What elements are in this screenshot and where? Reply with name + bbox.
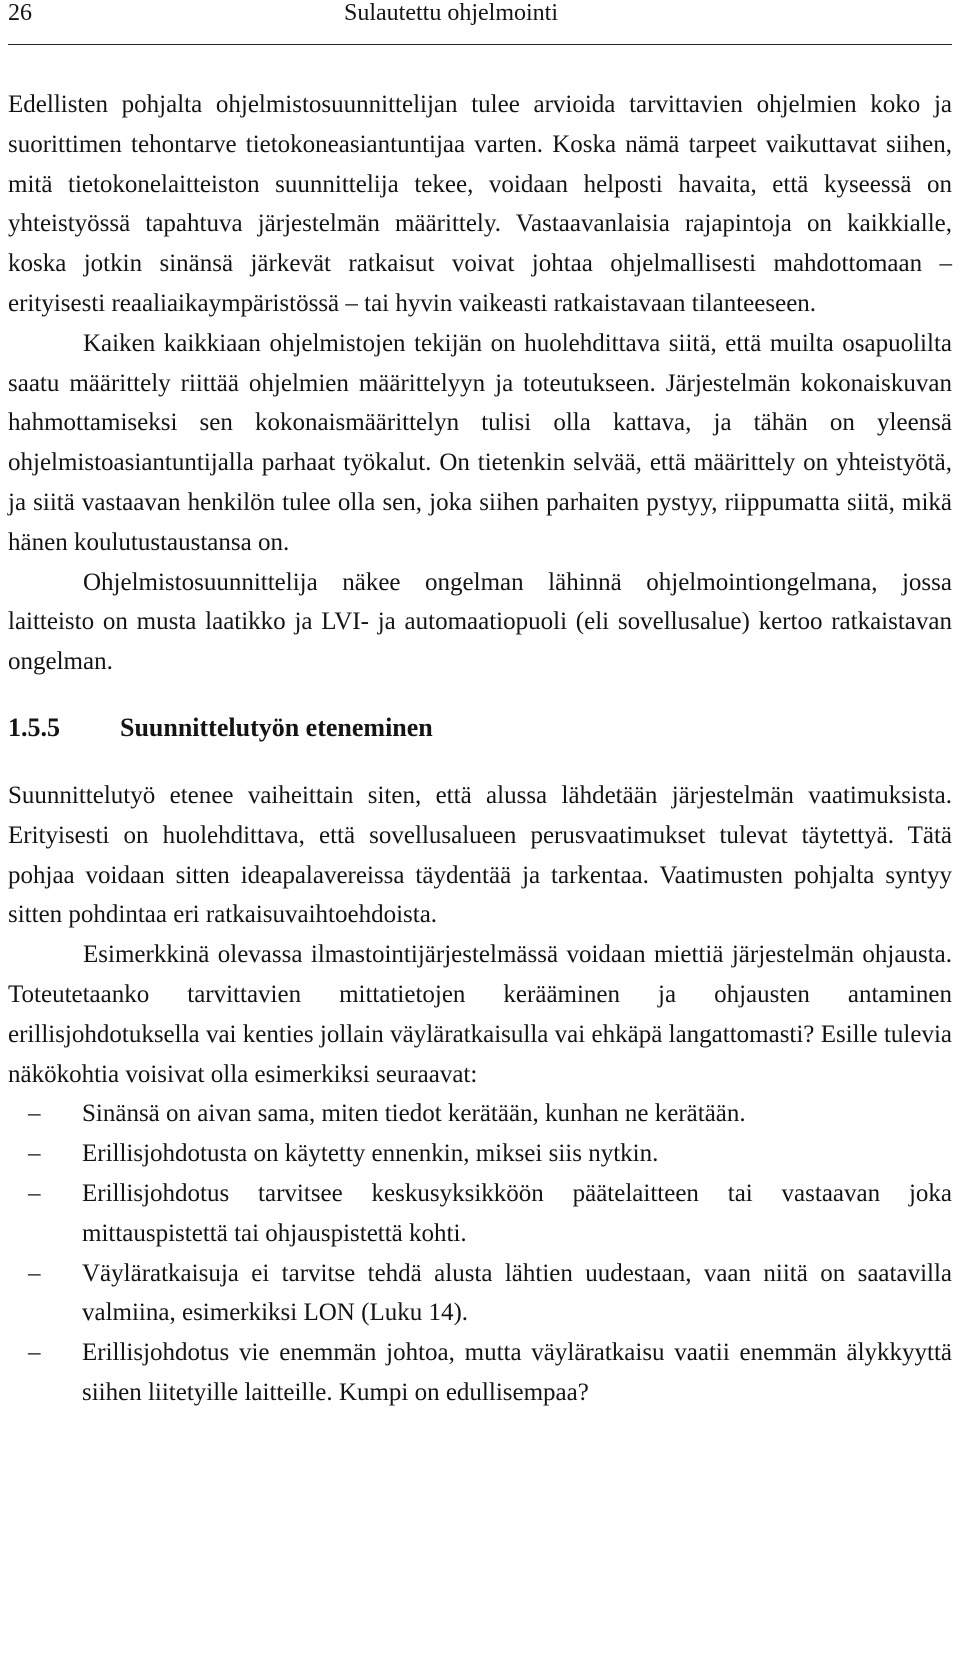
section-heading: [8, 708, 952, 748]
list-item-text: Väyläratkaisuja ei tarvitse tehdä alusta lähtien uudestaan, vaan niitä on saatavilla valmiina, esimerkiksi LON (Luku 14).: [82, 1259, 952, 1327]
list-item-text: Erillisjohdotus tarvitsee keskusyksikköön päätelaitteen tai vastaavan joka mittauspistettä tai ohjauspistettä kohti.: [82, 1179, 952, 1247]
list-item: [8, 1254, 952, 1334]
paragraph: Ohjelmistosuunnittelija näkee ongelman lähinnä ohjelmointiongelmana, jossa laitteisto on musta laatikko ja LVI- ja automaatiopuoli (eli sovellusalue) kertoo ratkaistavan ongelman.: [8, 568, 952, 676]
bullet-dash: –: [28, 1179, 41, 1207]
list-item: [8, 1094, 952, 1134]
paragraph: Suunnittelutyö etenee vaiheittain siten, että alussa lähdetään järjestelmän vaatimuksista. Erityisesti on huolehdittava, että sovellusalueen perusvaatimukset tulevat täytettyä. Tätä pohjaa voidaan sitten ideapalavereissa täydentää ja tarkentaa. Vaatimusten pohjalta syntyy sitten pohdintaa eri ratkaisuvaihtoehdoista.: [8, 781, 952, 929]
bullet-dash: –: [28, 1100, 41, 1128]
list-item: [8, 1333, 952, 1413]
paragraph: Esimerkkinä olevassa ilmastointijärjestelmässä voidaan miettiä järjestelmän ohjausta. Toteutetaanko tarvittavien mittatietojen kerääminen ja ohjausten antaminen erillisjohdotuksella vai kenties jollain väyläratkaisulla vai ehkäpä langattomasti? Esille tulevia näkökohtia voisivat olla esimerkiksi seuraavat:: [8, 941, 952, 1088]
list-item: [8, 1134, 952, 1174]
paragraph: Edellisten pohjalta ohjelmistosuunnittelijan tulee arvioida tarvittavien ohjelmien koko ja suorittimen tehontarve tietokoneasiantuntijaa varten. Koska nämä tarpeet vaikuttavat siihen, mitä tietokonelaitteiston suunnittelija tekee, voidaan helposti havaita, että kyseessä on yhteistyössä tapahtuva järjestelmän määrittely. Vastaavanlaisia rajapintoja on kaikkialle, koska jotkin sinänsä järkevät ratkaisut voivat johtaa ohjelmallisesti mahdottomaan – erityisesti reaaliaikaympäristössä – tai hyvin vaikeasti ratkaistavaan tilanteeseen.: [8, 91, 952, 317]
bullet-dash: –: [28, 1140, 41, 1168]
document-page: [8, 0, 952, 1413]
bullet-dash: –: [28, 1339, 41, 1367]
page-number: 26: [8, 0, 32, 26]
list-item-text: Erillisjohdotus vie enemmän johtoa, mutta väyläratkaisu vaatii enemmän älykkyyttä siihen liitetyille laitteille. Kumpi on edullisempaa?: [82, 1339, 952, 1406]
bullet-list: [8, 1094, 952, 1412]
section-title: Suunnittelutyön eteneminen: [120, 712, 433, 742]
list-item: [8, 1174, 952, 1254]
list-item-text: Sinänsä on aivan sama, miten tiedot kerätään, kunhan ne kerätään.: [82, 1100, 746, 1128]
section-number: 1.5.5: [8, 712, 60, 742]
list-item-text: Erillisjohdotusta on käytetty ennenkin, miksei siis nytkin.: [82, 1140, 659, 1168]
bullet-dash: –: [28, 1259, 41, 1287]
paragraph: Kaiken kaikkiaan ohjelmistojen tekijän on huolehdittava siitä, että muilta osapuolilta saatu määrittely riittää ohjelmien määrittelyyn ja toteutukseen. Järjestelmän kokonaiskuvan hahmottamiseksi sen kokonaismäärittelyn tulisi olla kattava, ja tähän on yleensä ohjelmistoasiantuntijalla parhaat työkalut. On tietenkin selvää, että määrittely on yhteistyötä, ja siitä vastaavan henkilön tulee olla sen, joka siihen parhaiten pystyy, riippumatta siitä, mikä hänen koulutustaustansa on.: [8, 329, 952, 556]
page-header: [8, 0, 952, 45]
running-title: Sulautettu ohjelmointi: [344, 0, 558, 26]
